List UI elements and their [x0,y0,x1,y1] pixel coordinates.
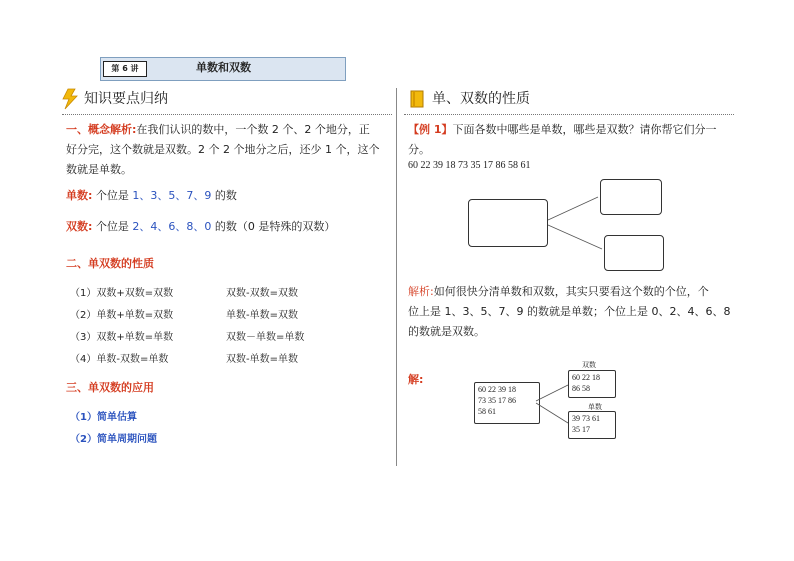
column-divider [396,88,397,466]
analysis-label: 解析: [408,285,434,298]
divider-line [404,114,734,115]
application-item: （1）简单估算 [70,412,137,423]
all-numbers-box [474,382,540,424]
property-row: （3）双数+单数=单数 [70,332,174,343]
concept-text-3: 数就是单数。 [66,163,132,176]
section-title-knowledge: 知识要点归纳 [84,91,168,107]
sorting-arrows [540,185,610,255]
odd-suffix: 的数 [211,189,237,202]
odd-prefix: 个位是 [95,189,133,202]
concept-text-2: 好分完，这个数就是双数。2 个 2 个地分之后，还少 1 个，这个 [66,143,380,156]
property-row-right: 双数－单数=单数 [226,332,305,343]
example-paragraph [408,120,738,160]
odd-digits: 1、3、5、7、9 [132,189,212,202]
analysis-text-2: 位上是 1、3、5、7、9 的数就是单数；个位上是 0、2、4、6、8 [408,305,731,318]
odd-numbers-line: 39 73 61 [572,414,600,423]
book-icon [410,90,424,108]
even-numbers-box [568,370,616,398]
even-definition [66,217,335,237]
property-row-right: 双数-单数=单数 [226,354,298,365]
even-suffix: 的数（0 是特殊的双数） [211,220,336,233]
application-item: （2）简单周期问题 [70,434,157,445]
lesson-title: 单数和双数 [196,61,251,74]
even-title: 双数 [582,361,596,369]
lightning-icon [60,88,80,110]
concept-paragraph [66,120,396,180]
all-numbers-line: 58 61 [478,407,496,416]
odd-numbers-line: 35 17 [572,425,590,434]
analysis-paragraph [408,282,738,342]
concept-heading: 一、概念解析: [66,123,137,136]
odd-box-empty [604,235,664,271]
odd-definition [66,186,237,206]
divider-line [62,114,392,115]
odd-numbers-box [568,411,616,439]
property-row: （4）单数-双数=单数 [70,354,169,365]
property-row-right: 单数-单数=双数 [226,310,298,321]
solution-arrows [532,375,572,430]
even-prefix: 个位是 [95,220,133,233]
all-numbers-line: 60 22 39 18 [478,385,516,394]
application-heading: 三、单双数的应用 [66,381,154,394]
all-numbers-line: 73 35 17 86 [478,396,516,405]
odd-title: 单数 [588,403,602,411]
example-label: 【例 1】 [408,123,453,136]
even-label: 双数: [66,220,93,233]
analysis-text-1: 如何很快分清单数和双数，其实只要看这个数的个位，个 [433,285,709,298]
analysis-text-3: 的数就是双数。 [408,325,485,338]
even-numbers-line: 86 58 [572,384,590,393]
property-row-right: 双数-双数=双数 [226,288,298,299]
even-digits: 2、4、6、8、0 [132,220,212,233]
number-box-empty [468,199,548,247]
example-text-1: 下面各数中哪些是单数，哪些是双数？请你帮它们分一 [452,123,717,136]
odd-label: 单数: [66,189,93,202]
example-text-2: 分。 [408,143,430,156]
property-row: （2）单数+单数=双数 [70,310,174,321]
concept-text-1: 在我们认识的数中，一个数 2 个、2 个地分，正 [136,123,370,136]
solution-label: 解: [408,373,424,386]
lesson-tag: 第 6 讲 [103,61,147,77]
even-numbers-line: 60 22 18 [572,373,600,382]
property-row: （1）双数+双数=双数 [70,288,174,299]
section-title-properties: 单、双数的性质 [432,91,530,107]
example-numbers: 60 22 39 18 73 35 17 86 58 61 [408,160,531,171]
properties-heading: 二、单双数的性质 [66,257,154,270]
